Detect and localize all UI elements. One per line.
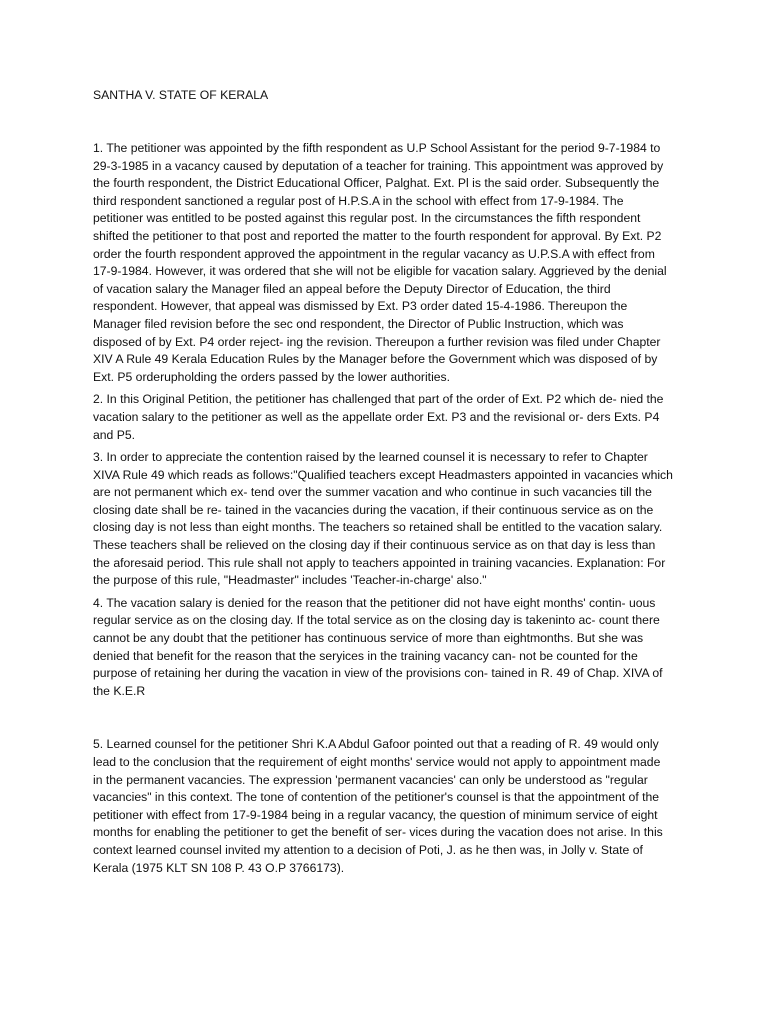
paragraph-1: 1. The petitioner was appointed by the fifth respondent as U.P School Assistant for the period 9-7-1984 to 29-3-1985 in a vacancy caused by deputation of a teacher for training. This appointment was approved by the fourth respondent, the District Educational Officer, Palghat. Ext. Pl is the said order. Subsequently the third respondent sanctioned a regular post of H.P.S.A in the school with effect from 17-9-1984. The petitioner was entitled to be posted against this regular post. In the circumstances the fifth respondent shifted the petitioner to that post and reported the matter to the fourth respondent for approval. By Ext. P2 order the fourth respondent approved the appointment in the regular vacancy as U.P.S.A with effect from 17-9-1984. However, it was ordered that she will not be eligible for vacation salary. Aggrieved by the denial of vacation salary the Manager filed an appeal before the Deputy Director of Education, the third respondent. However, that appeal was dismissed by Ext. P3 order dated 15-4-1986. Thereupon the Manager filed revision before the sec ond respondent, the Director of Public Instruction, which was disposed of by Ext. P4 order reject- ing the revision. Thereupon a further revision was filed under Chapter XIV A Rule 49 Kerala Education Rules by the Manager before the Government which was disposed of by Ext. P5 orderupholding the orders passed by the lower authorities. xyxy=(93,141,667,384)
case-title: SANTHA V. STATE OF KERALA xyxy=(93,88,269,102)
paragraph-5: 5. Learned counsel for the petitioner Shri K.A Abdul Gafoor pointed out that a reading of R. 49 would only lead to the conclusion that the requirement of eight months' service would not apply to appointment made in the permanent vacancies. The expression 'permanent vacancies' can only be understood as "regular vacancies" in this context. The tone of contention of the petitioner's counsel is that the appointment of the petitioner with effect from 17-9-1984 being in a regular vacancy, the question of minimum service of eight months for enabling the petitioner to get the benefit of ser- vices during the vacation does not arise. In this context learned counsel invited my attention to a decision of Poti, J. as he then was, in Jolly v. State of Kerala (1975 KLT SN 108 P. 43 O.P 3766173). xyxy=(93,737,663,875)
document-page xyxy=(93,86,673,877)
paragraph-3: 3. In order to appreciate the contention raised by the learned counsel it is necessary to refer to Chapter XIVA Rule 49 which reads as follows:"Qualified teachers except Headmasters appointed in vacancies which are not permanent which ex- tend over the summer vacation and who continue in such vacancies till the closing date shall be re- tained in the vacancies during the vacation, if their continuous service as on the closing day is not less than eight months. The teachers so retained shall be entitled to the vacation salary. These teachers shall be relieved on the closing day if their continuous service as on that day is less than the aforesaid period. This rule shall not apply to teachers appointed in training vacancies. Explanation: For the purpose of this rule, "Headmaster" includes 'Teacher-in-charge' also." xyxy=(93,450,673,588)
paragraph-2: 2. In this Original Petition, the petitioner has challenged that part of the order of Ext. P2 which de- nied the vacation salary to the petitioner as well as the appellate order Ext. P3 and the revisional or- ders Exts. P4 and P5. xyxy=(93,392,664,442)
paragraph-4: 4. The vacation salary is denied for the reason that the petitioner did not have eight months' contin- uous regular service as on the closing day. If the total service as on the closing day is takeninto ac- count there cannot be any doubt that the petitioner has continuous service of more than eightmonths. But she was denied that benefit for the reason that the seryices in the training vacancy can- not be counted for the purpose of retaining her during the vacation in view of the provisions con- tained in R. 49 of Chap. XIVA of the K.E.R xyxy=(93,595,663,698)
